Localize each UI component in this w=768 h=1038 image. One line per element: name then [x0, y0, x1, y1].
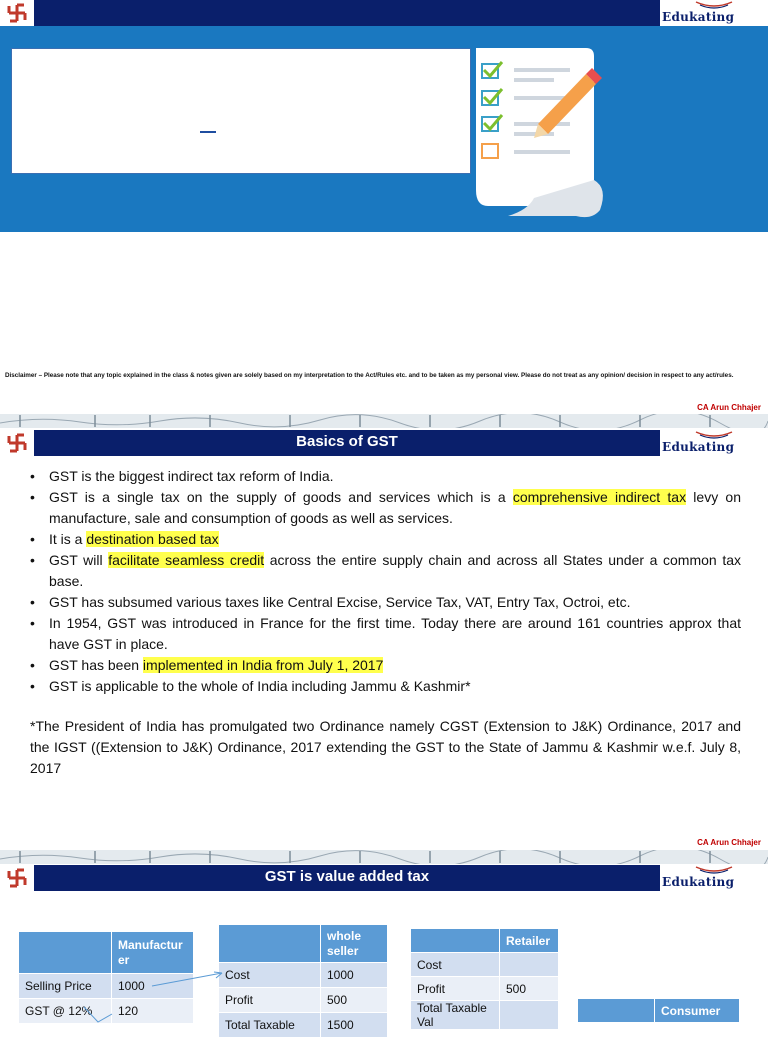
ordinance-note: *The President of India has promulgated two Ordinance namely CGST (Extension to J&K) Ordinance, 2017 and the IGST ((Extension to J&K) Ordinance, 2017 extending the GST to the State of Jammu & Kashmir w.e.f. July 8, 2017: [30, 718, 741, 776]
disclaimer-text: Disclaimer – Please note that any topic explained in the class & notes given are solely based on my interpretation to the Act/Rules etc. and to be taken as my personal view. Please do not treat as any opinion/ decision in respect to any act/rules.: [5, 372, 734, 379]
table-cell: Total Taxable: [219, 1013, 321, 1038]
table-cell: [500, 1001, 559, 1030]
table-cell: GST @ 12%: [19, 999, 112, 1024]
table-header-cell: Manufactur er: [112, 932, 194, 974]
table-header-cell: [219, 925, 321, 963]
bullet-text: It is a: [49, 531, 87, 547]
slide2-header: [0, 430, 768, 456]
title-banner: [0, 26, 768, 232]
list-item: [30, 592, 741, 613]
highlighted-phrase: destination based tax: [86, 531, 219, 547]
checklist-illustration-icon: [468, 40, 608, 226]
swastika-logo-icon: [0, 0, 34, 26]
wing-logo-icon: [694, 865, 734, 875]
highlighted-phrase: facilitate seamless credit: [108, 552, 265, 568]
header-bar: [34, 865, 660, 891]
bullet-text: across the entire supply chain and across all States under a common tax base.: [49, 552, 741, 589]
title-dash: [200, 131, 216, 133]
table-cell: 120: [112, 999, 194, 1024]
table-header-cell: [411, 929, 500, 953]
swastika-logo-icon: [0, 865, 34, 891]
bullet-text: GST is a single tax on the supply of goods and services which is a: [49, 489, 513, 505]
flow-arrows: [0, 960, 240, 1024]
brand-name: Edukating: [662, 10, 735, 24]
header-bar: [34, 0, 660, 26]
wing-logo-icon: [694, 430, 734, 440]
currency-notes-pattern-icon: [0, 850, 768, 864]
wing-logo-icon: [694, 0, 734, 10]
table-header-cell: Consumer: [655, 999, 740, 1023]
table-cell: Total Taxable Val: [411, 1001, 500, 1030]
title-box: [11, 48, 471, 174]
table-cell: 500: [321, 988, 388, 1013]
bullet-text: In 1954, GST was introduced in France for the first time. Today there are around 161 countries approx that have GST in place.: [49, 615, 741, 652]
wholeseller-table: [218, 924, 388, 1038]
header-bar: [34, 430, 660, 456]
author-credit: CA Arun Chhajer: [697, 838, 761, 847]
bullet-text: GST is applicable to the whole of India including Jammu & Kashmir*: [49, 678, 471, 694]
swastika-logo-icon: [0, 430, 34, 456]
bullet-text: GST has been: [49, 657, 143, 673]
currency-strip: [0, 414, 768, 428]
retailer-table: [410, 928, 559, 1030]
highlighted-phrase: implemented in India from July 1, 2017: [142, 657, 384, 673]
table-cell: Cost: [411, 953, 500, 977]
table-header-cell: whole seller: [321, 925, 388, 963]
brand-logo: [660, 865, 768, 891]
list-item: [30, 487, 741, 529]
bullet-text: GST will: [49, 552, 109, 568]
table-header-cell: Retailer: [500, 929, 559, 953]
slide-title: Basics of GST: [296, 433, 398, 450]
brand-logo: [660, 430, 768, 456]
brand-logo: [660, 0, 768, 26]
bullet-text: levy on manufacture, sale and consumption of goods as well as services.: [49, 489, 742, 526]
table-cell: [500, 953, 559, 977]
slide3-header: [0, 865, 768, 891]
author-credit: CA Arun Chhajer: [697, 403, 761, 412]
table-cell: Profit: [219, 988, 321, 1013]
table-cell: Profit: [411, 977, 500, 1001]
list-item: [30, 550, 741, 592]
table-cell: 1000: [112, 974, 194, 999]
consumer-table: [577, 998, 740, 1023]
table-cell: 500: [500, 977, 559, 1001]
bullet-text: GST is the biggest indirect tax reform of India.: [49, 468, 334, 484]
list-item: [30, 676, 741, 697]
table-cell: Selling Price: [19, 974, 112, 999]
brand-name: Edukating: [662, 440, 735, 454]
currency-strip: [0, 850, 768, 864]
table-cell: Cost: [219, 963, 321, 988]
table-cell: 1000: [321, 963, 388, 988]
gst-basics-list: [30, 466, 741, 697]
slide-title: GST is value added tax: [264, 868, 430, 885]
brand-name: Edukating: [662, 875, 735, 889]
list-item: [30, 466, 741, 487]
currency-notes-pattern-icon: [0, 414, 768, 428]
list-item: [30, 529, 741, 550]
highlighted-phrase: comprehensive indirect tax: [512, 489, 687, 505]
slide1-header: [0, 0, 768, 26]
table-cell: 1500: [321, 1013, 388, 1038]
list-item: [30, 613, 741, 655]
table-header-cell: [578, 999, 655, 1023]
bullet-text: GST has subsumed various taxes like Central Excise, Service Tax, VAT, Entry Tax, Octroi, etc.: [49, 594, 631, 610]
list-item: [30, 655, 741, 676]
